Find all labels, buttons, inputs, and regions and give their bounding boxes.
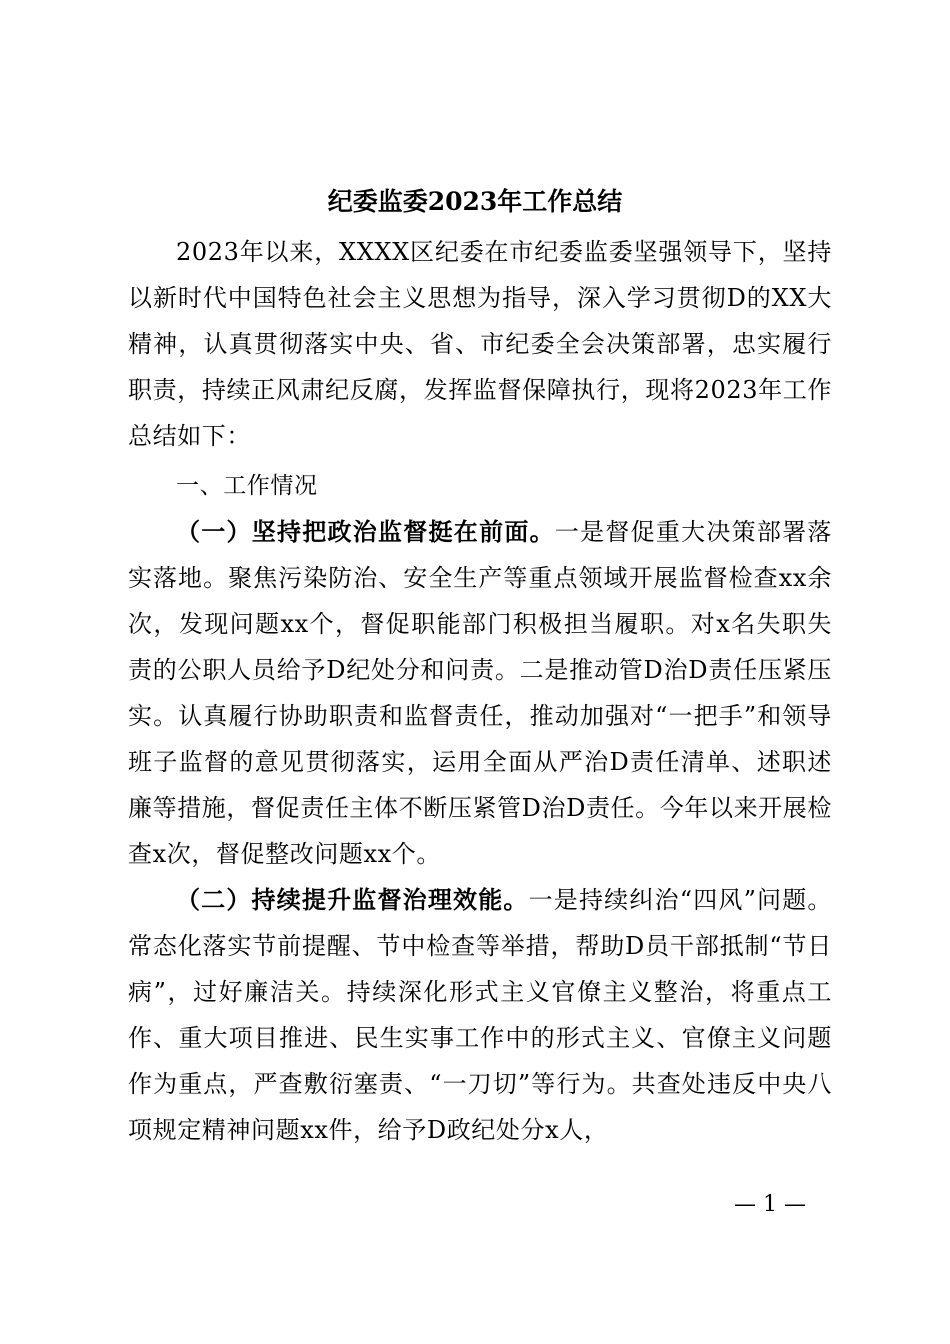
paragraph-2-text: 一是持续纠治“四风”问题。常态化落实节前提醒、节中检查等举措，帮助D员干部抵制“节日病”，过好廉洁关。持续深化形式主义官僚主义整治，将重点工作、重大项目推进、民生实事工作中的形式主义、官僚主义问题作为重点，严查敷衍塞责、“一刀切”等行为。共查处违反中央八项规定精神问题xx件，给予D政纪处分x人， [128, 886, 833, 1144]
section-heading: 一、工作情况 [176, 473, 318, 499]
page-number: — 1 — [734, 1192, 806, 1217]
intro-paragraph: 2023年以来，XXXX区纪委在市纪委监委坚强领导下，坚持以新时代中国特色社会主义思想为指导，深入学习贯彻D的XX大精神，认真贯彻落实中央、省、市纪委全会决策部署，忠实履行职责，持续正风肃纪反腐，发挥监督保障执行，现将2023年工作总结如下： [128, 238, 832, 450]
paragraph-2-lead: （二）持续提升监督治理效能。 [176, 885, 529, 914]
paragraph-1-text: 一是督促重大决策部署落实落地。聚焦污染防治、安全生产等重点领域开展监督检查xx余次，发现问题xx个，督促职能部门积极担当履职。对x名失职失责的公职人员给予D纪处分和问责。二是推动管D治D责任压紧压实。认真履行协助职责和监督责任，推动加强对“一把手”和领导班子监督的意见贯彻落实，运用全面从严治D责任清单、述职述廉等措施，督促责任主体不断压紧管D治D责任。今年以来开展检查x次，督促整改问题xx个。 [128, 518, 832, 868]
paragraph-1-lead: （一）坚持把政治监督挺在前面。 [176, 517, 555, 546]
document-body [128, 229, 832, 1153]
paragraph-2 [128, 877, 832, 1153]
document-title: 纪委监委2023年工作总结 [327, 187, 623, 216]
paragraph-1 [128, 509, 832, 877]
